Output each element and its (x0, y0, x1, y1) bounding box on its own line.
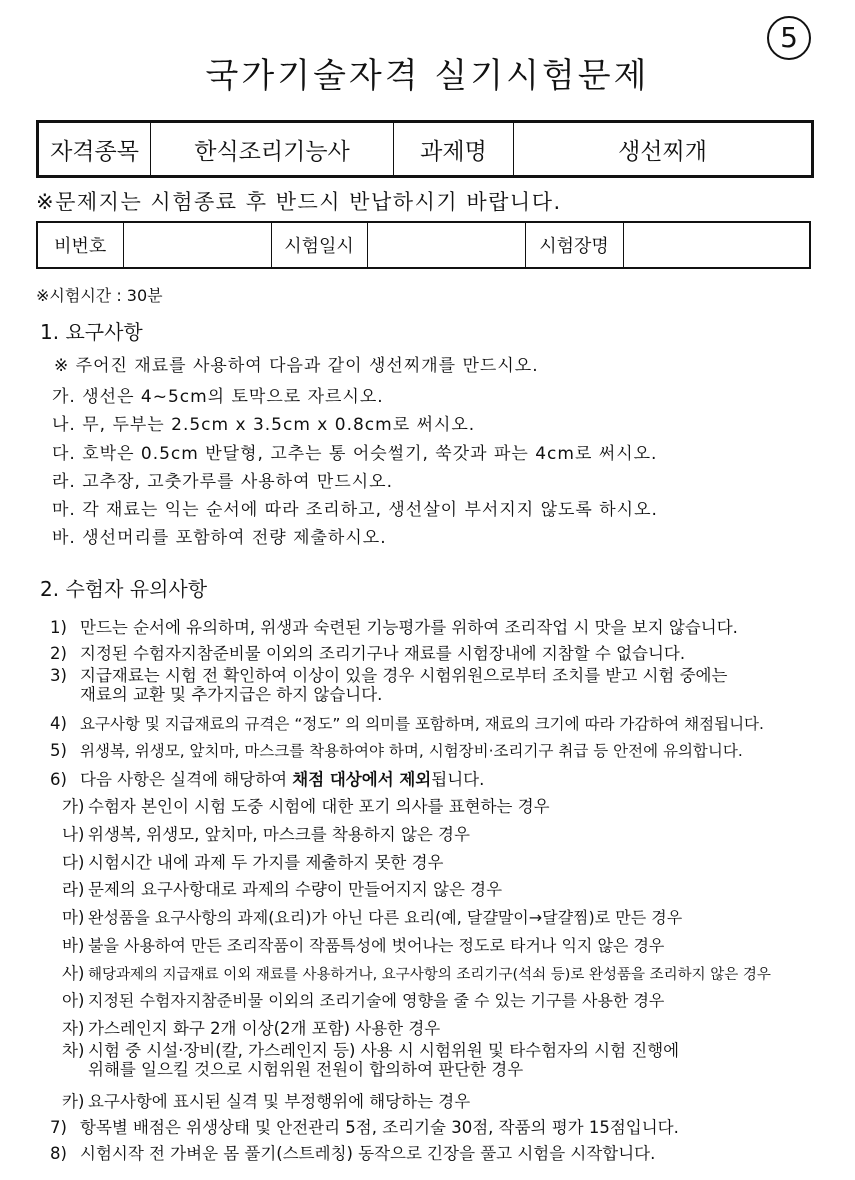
cautions-heading: 2. 수험자 유의사항 (40, 577, 208, 601)
label-exam-id: 비번호 (37, 222, 123, 268)
caution-item (50, 666, 820, 704)
exam-info-table (36, 221, 811, 269)
caution-item (50, 1114, 679, 1138)
disqualification-item (62, 960, 771, 984)
sub-number: 차) (62, 1041, 85, 1060)
sub-number: 마) (62, 908, 85, 927)
caution-text: 시험시작 전 가벼운 몸 풀기(스트레칭) 동작으로 긴장을 풀고 시험을 시작합니다. (80, 1144, 656, 1163)
disqualification-item (62, 821, 470, 845)
requirement-item: 마. 각 재료는 익는 순서에 따라 조리하고, 생선살이 부서지지 않도록 하시오. (52, 500, 658, 520)
sub-text: 위생복, 위생모, 앞치마, 마스크를 착용하지 않은 경우 (88, 825, 470, 844)
caution-number: 5) (50, 741, 67, 760)
exam-time: ※시험시간 : 30분 (36, 286, 163, 305)
value-exam-date (367, 222, 525, 268)
caution-number: 7) (50, 1118, 67, 1137)
caution-bold-text: 채점 대상에서 제외 (292, 770, 432, 789)
return-notice: ※문제지는 시험종료 후 반드시 반납하시기 바랍니다. (36, 190, 562, 214)
caution-text: 항목별 배점은 위생상태 및 안전관리 5점, 조리기술 30점, 작품의 평가 15점입니다. (80, 1118, 679, 1137)
caution-number: 1) (50, 618, 67, 637)
sub-number: 바) (62, 936, 85, 955)
label-qualification: 자격종목 (38, 122, 151, 177)
sub-number: 나) (62, 825, 85, 844)
sub-number: 라) (62, 880, 85, 899)
value-exam-place (623, 222, 810, 268)
caution-number: 2) (50, 644, 67, 663)
caution-item (50, 614, 738, 638)
sub-number: 아) (62, 991, 85, 1010)
caution-text-continued: 재료의 교환 및 추가지급은 하지 않습니다. (80, 685, 383, 704)
caution-text: 위생복, 위생모, 앞치마, 마스크를 착용하여야 하며, 시험장비·조리기구 취급 등 안전에 유의합니다. (80, 742, 743, 760)
sub-text: 요구사항에 표시된 실격 및 부정행위에 해당하는 경우 (88, 1092, 471, 1111)
requirements-intro: ※ 주어진 재료를 사용하여 다음과 같이 생선찌개를 만드시오. (54, 356, 539, 376)
value-exam-id (123, 222, 271, 268)
caution-item (50, 766, 484, 790)
sub-text: 해당과제의 지급재료 이외 재료를 사용하거나, 요구사항의 조리기구(석쇠 등)로 완성품을 조리하지 않은 경우 (88, 967, 771, 983)
requirement-item: 가. 생선은 4~5cm의 토막으로 자르시오. (52, 387, 384, 407)
caution-text: 지정된 수험자지참준비물 이외의 조리기구나 재료를 시험장내에 지참할 수 없습니다. (80, 644, 686, 663)
disqualification-item (62, 876, 502, 900)
disqualification-item (62, 987, 664, 1011)
label-exam-place: 시험장명 (525, 222, 623, 268)
caution-item (50, 1140, 655, 1164)
page-number-badge: 5 (767, 16, 811, 60)
caution-item (50, 640, 685, 664)
caution-number: 8) (50, 1144, 67, 1163)
disqualification-item (62, 793, 550, 817)
sub-text: 가스레인지 화구 2개 이상(2개 포함) 사용한 경우 (88, 1019, 441, 1038)
caution-text: 요구사항 및 지급재료의 규격은 “정도” 의 의미를 포함하며, 재료의 크기에 따라 가감하여 채점됩니다. (80, 715, 764, 733)
value-qualification: 한식조리기능사 (151, 122, 394, 177)
disqualification-item (62, 1041, 822, 1079)
requirement-item: 바. 생선머리를 포함하여 전량 제출하시오. (52, 528, 387, 548)
caution-text-after: 됩니다. (431, 770, 485, 789)
caution-item (50, 739, 743, 761)
sub-number: 사) (62, 964, 85, 983)
disqualification-item (62, 1015, 440, 1039)
sub-number: 다) (62, 853, 85, 872)
qualification-table (36, 120, 814, 178)
value-task: 생선찌개 (514, 122, 813, 177)
caution-text: 만드는 순서에 유의하며, 위생과 숙련된 기능평가를 위하여 조리작업 시 맛을 보지 않습니다. (80, 618, 738, 637)
disqualification-item (62, 904, 682, 928)
label-task: 과제명 (394, 122, 514, 177)
caution-number: 6) (50, 770, 67, 789)
sub-number: 자) (62, 1019, 85, 1038)
caution-text: 지급재료는 시험 전 확인하여 이상이 있을 경우 시험위원으로부터 조치를 받고 시험 중에는 (80, 666, 728, 685)
sub-text-continued: 위해를 일으킬 것으로 시험위원 전원이 합의하여 판단한 경우 (88, 1060, 524, 1079)
disqualification-item (62, 849, 444, 873)
sub-text: 시험시간 내에 과제 두 가지를 제출하지 못한 경우 (88, 853, 444, 872)
caution-number: 4) (50, 714, 67, 733)
requirements-heading: 1. 요구사항 (40, 320, 143, 344)
caution-item (50, 712, 764, 734)
sub-number: 카) (62, 1092, 85, 1111)
sub-text: 완성품을 요구사항의 과제(요리)가 아닌 다른 요리(예, 달걀말이→달걀찜)로 만든 경우 (88, 908, 683, 927)
caution-number: 3) (50, 666, 67, 685)
sub-text: 시험 중 시설·장비(칼, 가스레인지 등) 사용 시 시험위원 및 타수험자의 시험 진행에 (88, 1041, 680, 1060)
requirement-item: 라. 고추장, 고춧가루를 사용하여 만드시오. (52, 472, 394, 492)
caution-text: 다음 사항은 실격에 해당하여 (80, 770, 293, 789)
sub-text: 수험자 본인이 시험 도중 시험에 대한 포기 의사를 표현하는 경우 (88, 797, 550, 816)
sub-number: 가) (62, 797, 85, 816)
label-exam-date: 시험일시 (271, 222, 367, 268)
disqualification-item (62, 932, 664, 956)
page-title: 국가기술자격 실기시험문제 (205, 56, 650, 96)
sub-text: 불을 사용하여 만든 조리작품이 작품특성에 벗어나는 정도로 타거나 익지 않은 경우 (88, 936, 665, 955)
requirement-item: 다. 호박은 0.5cm 반달형, 고추는 통 어슷썰기, 쑥갓과 파는 4cm로 써시오. (52, 444, 658, 464)
sub-text: 문제의 요구사항대로 과제의 수량이 만들어지지 않은 경우 (88, 880, 503, 899)
sub-text: 지정된 수험자지참준비물 이외의 조리기술에 영향을 줄 수 있는 기구를 사용한 경우 (88, 991, 665, 1010)
requirement-item: 나. 무, 두부는 2.5cm x 3.5cm x 0.8cm로 써시오. (52, 415, 476, 435)
disqualification-item (62, 1088, 470, 1112)
